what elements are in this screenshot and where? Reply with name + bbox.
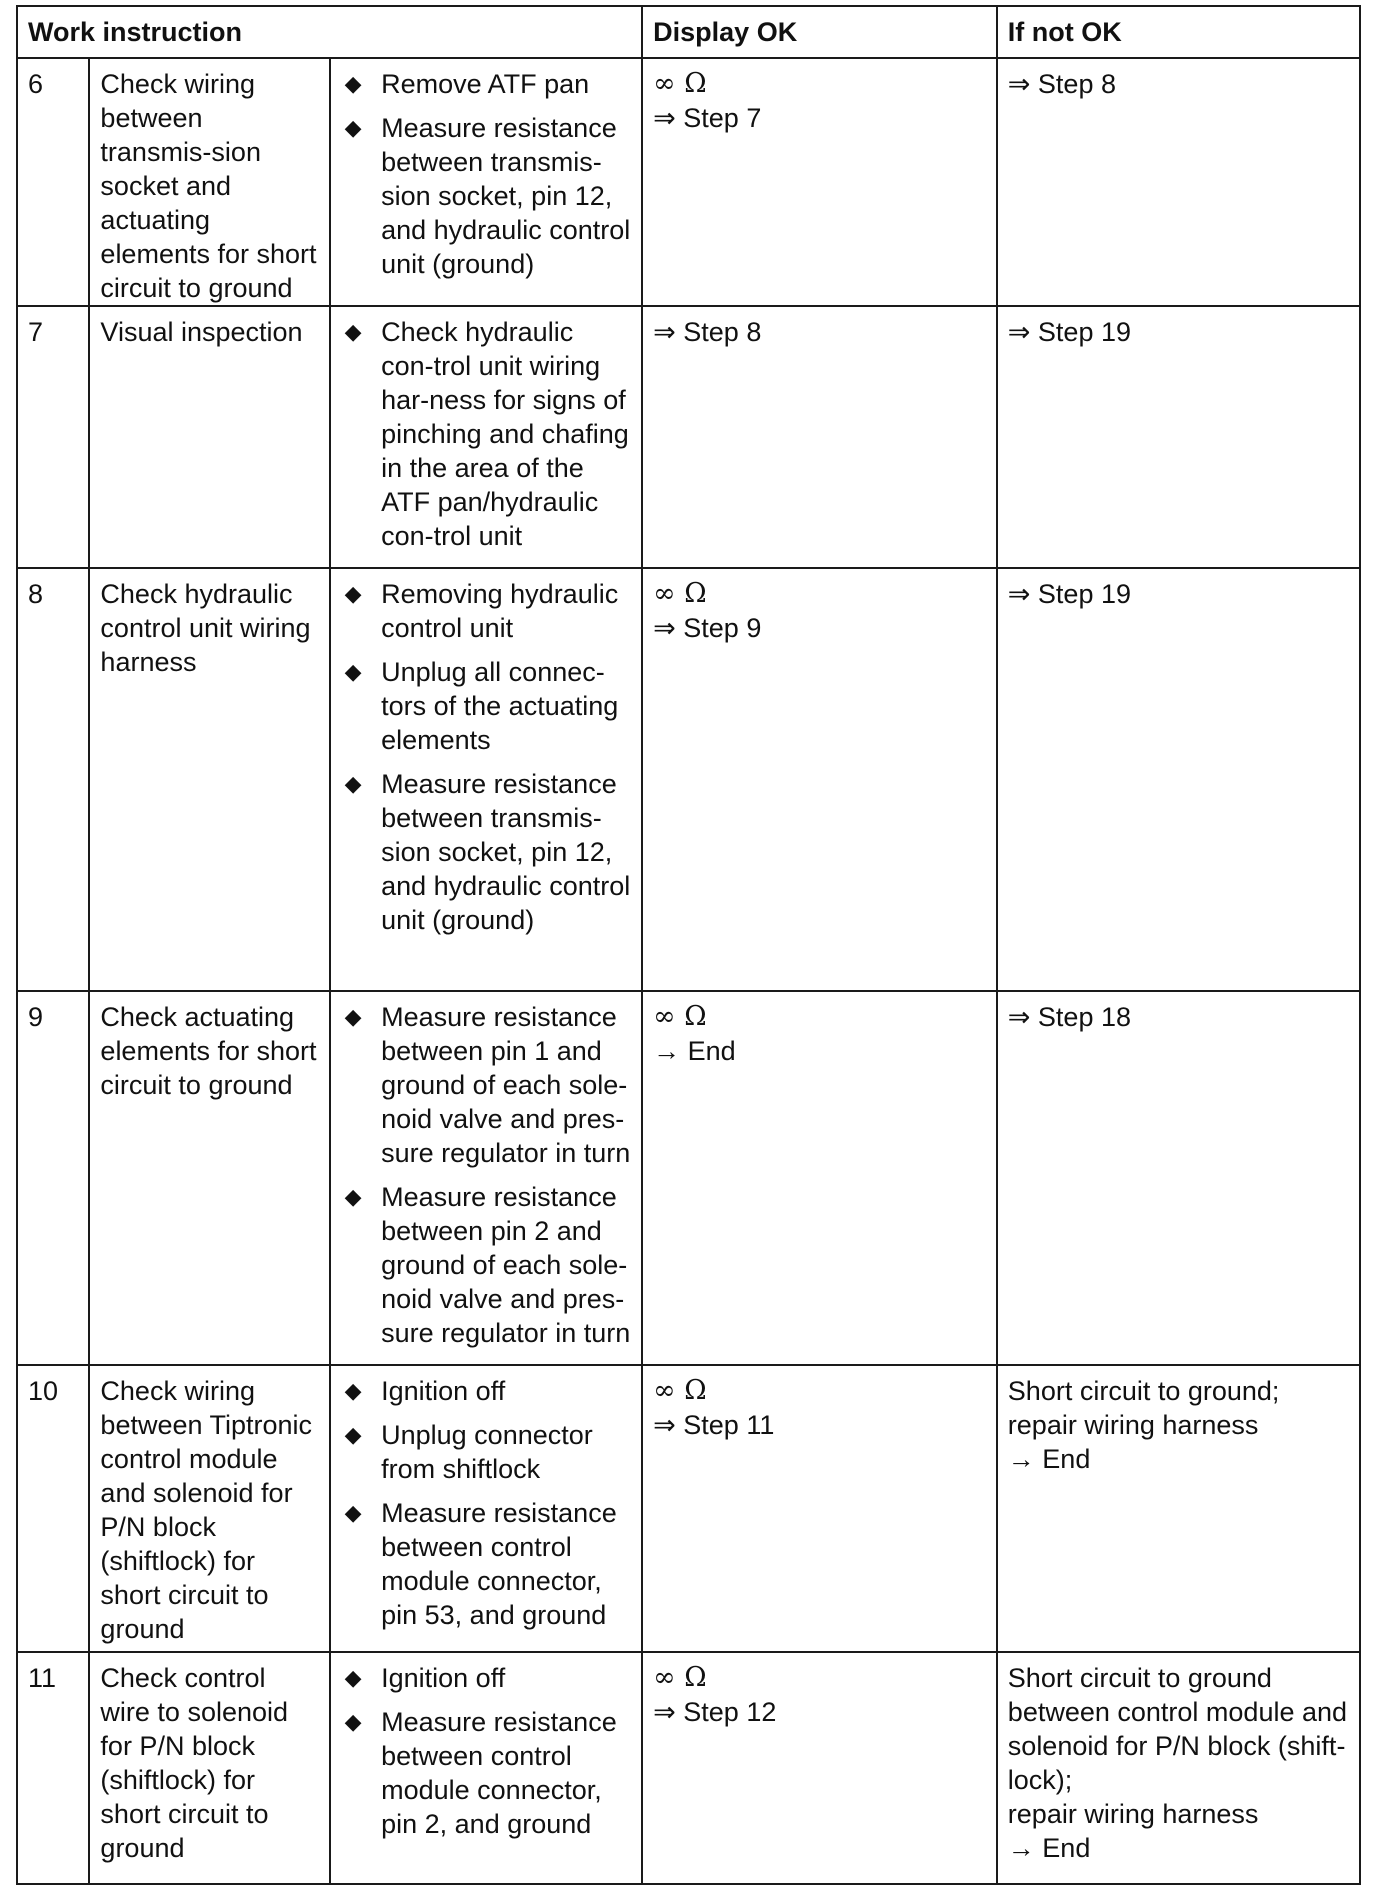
bullet-diamond-icon: ◆ [344,1422,362,1447]
if-not-ok-next: ⇒ Step 8 [1007,69,1116,99]
bullet-diamond-icon: ◆ [344,1378,362,1403]
display-ok-cell [642,1365,997,1652]
display-ok-next: ⇒ Step 12 [653,1697,777,1727]
action-item: ◆ Measure resistance between transmis-sion socket, pin 12, and hydraulic control unit (ground) [344,769,631,935]
if-not-ok-next: → End [1007,1833,1091,1863]
if-not-ok-cell [997,991,1360,1365]
step-description: Visual inspection [89,306,330,568]
display-ok-value: ∞ Ω [653,1662,707,1693]
step-description: Check hydraulic control unit wiring harness [89,568,330,991]
display-ok-value: ∞ Ω [653,1001,707,1032]
if-not-ok-cell [997,1365,1360,1652]
display-ok-next: ⇒ Step 9 [653,613,762,643]
step-actions [330,306,642,568]
action-item: ◆ Remove ATF pan [344,69,590,99]
bullet-diamond-icon: ◆ [344,71,362,96]
action-item: ◆ Measure resistance between pin 2 and ground of each sole-noid valve and pres-sure regulator in turn [344,1182,631,1348]
if-not-ok-next: ⇒ Step 19 [1007,317,1131,347]
step-actions [330,58,642,306]
if-not-ok-cell [997,568,1360,991]
bullet-diamond-icon: ◆ [344,1665,362,1690]
display-ok-cell [642,991,997,1365]
step-description: Check control wire to solenoid for P/N block (shiftlock) for short circuit to ground [89,1652,330,1884]
work-instruction-table [16,5,1361,1885]
step-actions [330,1652,642,1884]
step-number: 6 [17,58,89,306]
action-item: ◆ Measure resistance between control module connector, pin 2, and ground [344,1707,617,1839]
display-ok-cell [642,58,997,306]
display-ok-next: ⇒ Step 11 [653,1410,775,1440]
table-row [17,58,1360,306]
if-not-ok-next: ⇒ Step 18 [1007,1002,1131,1032]
bullet-diamond-icon: ◆ [344,1500,362,1525]
step-number: 8 [17,568,89,991]
action-item: ◆ Check hydraulic con-trol unit wiring har-ness for signs of pinching and chafing in the area of the ATF pan/hydraulic con-trol unit [344,317,629,551]
header-if-not-ok: If not OK [997,6,1360,58]
bullet-diamond-icon: ◆ [344,115,362,140]
table-row [17,306,1360,568]
step-actions [330,991,642,1365]
if-not-ok-next: ⇒ Step 19 [1007,579,1131,609]
bullet-diamond-icon: ◆ [344,581,362,606]
if-not-ok-text: Short circuit to ground between control module and solenoid for P/N block (shift-lock); [1007,1663,1348,1795]
if-not-ok-text: repair wiring harness [1007,1410,1259,1440]
bullet-diamond-icon: ◆ [344,771,362,796]
display-ok-cell [642,568,997,991]
table-row [17,991,1360,1365]
action-item: ◆ Ignition off [344,1663,506,1693]
action-item: ◆ Removing hydraulic control unit [344,579,619,643]
step-description: Check wiring between transmis-sion socket and actuating elements for short circuit to ground [89,58,330,306]
if-not-ok-cell [997,1652,1360,1884]
action-item: ◆ Measure resistance between pin 1 and ground of each sole-noid valve and pres-sure regulator in turn [344,1002,631,1168]
display-ok-next: → End [653,1036,736,1066]
action-item: ◆ Measure resistance between transmis-sion socket, pin 12, and hydraulic control unit (ground) [344,113,631,279]
step-number: 11 [17,1652,89,1884]
header-work-instruction: Work instruction [17,6,642,58]
step-actions [330,568,642,991]
display-ok-next: ⇒ Step 8 [653,317,762,347]
table-row [17,1365,1360,1652]
action-item: ◆ Unplug all connec-tors of the actuating elements [344,657,619,755]
if-not-ok-next: → End [1007,1444,1091,1474]
step-number: 7 [17,306,89,568]
display-ok-value: ∞ Ω [653,578,707,609]
if-not-ok-cell [997,58,1360,306]
bullet-diamond-icon: ◆ [344,659,362,684]
step-description: Check wiring between Tiptronic control module and solenoid for P/N block (shiftlock) for short circuit to ground [89,1365,330,1652]
display-ok-value: ∞ Ω [653,1375,707,1406]
header-display-ok: Display OK [642,6,997,58]
bullet-diamond-icon: ◆ [344,1004,362,1029]
if-not-ok-text: Short circuit to ground; [1007,1376,1280,1406]
header-row [17,6,1360,58]
action-item: ◆ Unplug connector from shiftlock [344,1420,593,1484]
table-row [17,1652,1360,1884]
step-actions [330,1365,642,1652]
display-ok-next: ⇒ Step 7 [653,103,762,133]
display-ok-value: ∞ Ω [653,68,707,99]
bullet-diamond-icon: ◆ [344,319,362,344]
display-ok-cell [642,306,997,568]
action-item: ◆ Measure resistance between control module connector, pin 53, and ground [344,1498,617,1630]
step-description: Check actuating elements for short circuit to ground [89,991,330,1365]
if-not-ok-cell [997,306,1360,568]
action-item: ◆ Ignition off [344,1376,506,1406]
if-not-ok-text: repair wiring harness [1007,1799,1259,1829]
display-ok-cell [642,1652,997,1884]
step-number: 10 [17,1365,89,1652]
bullet-diamond-icon: ◆ [344,1709,362,1734]
step-number: 9 [17,991,89,1365]
table-row [17,568,1360,991]
bullet-diamond-icon: ◆ [344,1184,362,1209]
